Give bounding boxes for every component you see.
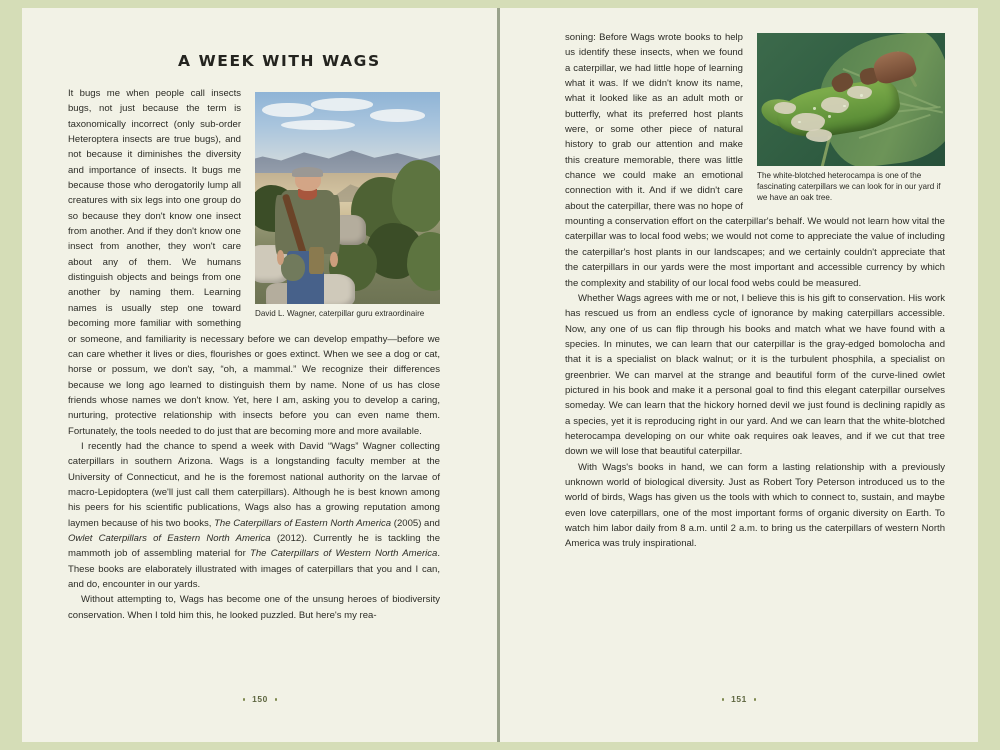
paragraph-text: (2012). Currently he is tackling the mammoth job of assembling material for: [68, 532, 441, 560]
page-number: 151: [731, 694, 747, 704]
paragraph: soning: Before Wags wrote books to help us identify these insects, when we found a caterpillar, we had little hope of learning what it was. If we didn't know its name, what it looked like as an adult moth or butterfly, what its preferred host plants were, or some other piece of natural history to grab our attention and make this creature memorable, there was little chance we could make an emotional connection with it. And if we didn't care about the caterpillar, there was no hope of mounting a conservation effort on the caterpillar's behalf. We would not learn how vital the caterpillar was to local food webs; we would not come to appreciate the value of including the caterpillar's host plants in our landscapes; and we certainly couldn't appreciate that the caterpillars in our yards were the most important and accessible currency by which the complexity and stability of our local food webs could be measured.: [565, 32, 945, 289]
figure-heterocampa: [757, 32, 945, 204]
book-title: Owlet Caterpillars of Eastern North America: [68, 532, 271, 544]
folio-dot-icon: [754, 698, 757, 701]
paragraph: [68, 439, 440, 592]
figure-wagner-portrait: [255, 89, 440, 319]
folio-right: [500, 694, 978, 704]
paragraph-text: . These books are elaborately illustrated with images of caterpillars that you and I can, and do, encounter in our yards.: [68, 548, 440, 590]
caterpillar-spot: [860, 94, 862, 96]
caterpillar-blotch: [806, 129, 832, 142]
page-right: [500, 8, 978, 742]
caterpillar-spot: [828, 115, 830, 117]
photo-heterocampa-caterpillar: [757, 33, 945, 166]
caterpillar-spot: [843, 105, 845, 107]
page-left-content: [68, 30, 440, 730]
left-page-body: [68, 86, 440, 623]
folio-dot-icon: [722, 698, 725, 701]
paragraph: Whether Wags agrees with me or not, I believe this is his gift to conservation. His work has rescued us from an endless cycle of ignorance by making caterpillars accessible. Now, any one of us can flip through his books and match what we have found with a species. In minutes, we can learn that our caterpillar is the gray-edged bomolocha and that it is a specialist on black walnut; or it is the turbulent phosphila, a specialist on greenbrier. We can marvel at the strange and beautiful form of the curve-lined owlet pictured in his book and make it a personal goal to find this elegant caterpillar ourselves someday. We can learn that the hickory horned devil we just found is declining rapidly as a species, yet it is reproducing right in our yard. And we can learn that the white-blotched heterocampa developing on our white oak requires oak leaves, and if we cut that tree down we will lose that beautiful caterpillar.: [565, 292, 945, 458]
caterpillar-blotch: [774, 102, 797, 114]
book-title: The Caterpillars of Western North America: [250, 548, 438, 560]
person-hand: [330, 252, 337, 267]
cloud-shape: [311, 98, 374, 111]
folio-left: [22, 694, 498, 704]
photo-person-wagner: [279, 168, 336, 304]
book-title: The Caterpillars of Eastern North America: [214, 517, 392, 529]
cloud-shape: [281, 120, 355, 131]
person-hair: [292, 167, 323, 177]
page-number: 150: [252, 694, 268, 704]
photo-wagner-portrait: [255, 92, 440, 304]
paragraph-text: (2005) and: [391, 517, 440, 529]
border-band-left: [0, 0, 22, 750]
border-band-top: [0, 0, 1000, 8]
caterpillar-spot: [798, 121, 800, 123]
right-page-body: [565, 30, 945, 552]
caterpillar-spot: [813, 107, 815, 109]
folio-dot-icon: [275, 698, 278, 701]
person-satchel: [309, 247, 324, 274]
person-hand: [277, 250, 284, 265]
paragraph: Without attempting to, Wags has become one of the unsung heroes of biodiversity conservation. When I told him this, he looked puzzled. But here's my rea-: [68, 594, 440, 621]
paragraph-text: I recently had the chance to spend a week with David “Wags” Wagner collecting caterpillars in southern Arizona. Wags is a longstanding faculty member at the University of Connecticut, and he is the foremost national authority on the larvae of macro-Lepidoptera (we'll just call them caterpillars). Although he is best known among his peers for his scientific publications, Wags also has a growing reputation among laymen because of his two books,: [68, 440, 440, 529]
figure-caption: David L. Wagner, caterpillar guru extraordinaire: [255, 309, 425, 318]
page-title: A WEEK WITH WAGS: [178, 52, 381, 70]
paragraph: It bugs me when people call insects bugs, not just because the term is taxonomically incorrect (only sub-order Heteroptera insects are true bugs), and not because it diminishes the diversity and importance of insects. It bugs me because those who derogatorily lump all creatures with six legs into one group do so because they don't know one insect from another. And if they don't know one insect from another, they won't care about any of them. We humans distinguish objects and beings from one another by naming them. Learning names is usually step one toward becoming more familiar with something or someone, and familiarity is necessary before we can develop empathy—before we can care whether it lives or dies, flourishes or goes extinct. When we see a dog or cat, horse or possum, we don't say, “oh, a mammal.” We recognize their differences because we long ago learned to distinguish them by name. None of us has close friends whose names we don't know. Yet, here I am, asking you to develop a caring, nurturing, protective relationship with insects before you can even name them. Fortunately, the tools needed to do just that are becoming more and more available.: [68, 88, 440, 437]
bush-shape: [392, 160, 440, 232]
person-hat: [281, 254, 305, 281]
page-right-content: [565, 30, 945, 730]
paragraph: With Wags's books in hand, we can form a lasting relationship with a previously unknown world of biological diversity. Just as Robert Tory Peterson introduced us to the world of birds, Wags has given us the tools with which to connect to, sustain, and maybe even love caterpillars, one of the most important forms of organic diversity on Earth. To watch him labor daily from 8 a.m. until 2 a.m. to bring us the caterpillars of western North America was truly inspirational.: [565, 461, 945, 550]
figure-caption: The white-blotched heterocampa is one of the fascinating caterpillars we can look for in our yard if we have an oak tree.: [757, 171, 941, 203]
border-band-right: [978, 0, 1000, 750]
page-left: [22, 8, 498, 742]
border-band-bottom: [0, 742, 1000, 750]
folio-dot-icon: [243, 698, 246, 701]
cloud-shape: [370, 109, 426, 122]
